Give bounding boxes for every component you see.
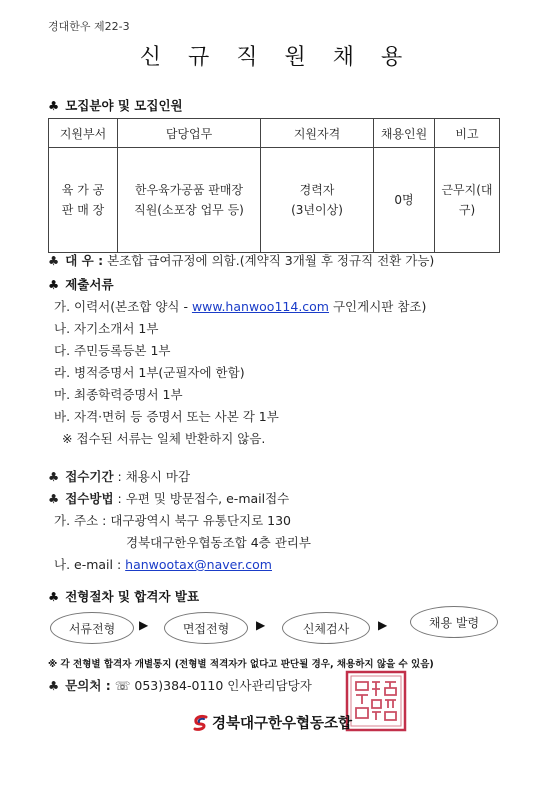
organization-signature [192,712,352,733]
address-line-1: 가. 주소 : 대구광역시 북구 유통단지로 130 [54,513,292,528]
period-text: : 채용시 마감 [117,469,191,484]
address-line-2: 경북대구한우협동조합 4층 관리부 [126,535,311,550]
flow-arrow-icon: ▶ [256,618,266,632]
document-notice: ※ 접수된 서류는 일체 반환하지 않음. [62,431,266,446]
table-row [49,148,500,253]
flow-step-appointment: 채용 발령 [410,606,498,638]
section-documents-label: 제출서류 [65,277,114,292]
cell-count: 0명 [374,148,435,253]
homepage-link[interactable]: www.hanwoo114.com [191,299,329,314]
document-item-ma: 마. 최종학력증명서 1부 [54,387,183,402]
phone-icon: ☏ [114,678,131,693]
page-title: 신 규 직 원 채 용 [139,45,413,70]
benefit-text: 본조합 급여규정에 의함.(계약직 3개월 후 정규직 전환 가능) [107,253,435,268]
email-line: 나. e-mail : hanwootax@naver.com [54,557,272,572]
application-period [48,467,190,485]
section-process-heading [48,587,199,605]
official-seal [345,670,407,732]
section-documents-heading [48,275,114,293]
email-link[interactable]: hanwootax@naver.com [125,557,272,572]
table-header-dept: 지원부서 [49,119,118,148]
flow-step-document-screening: 서류전형 [50,612,134,644]
cell-note: 근무지(대구) [435,148,500,253]
cell-dept: 육 가 공 판 매 장 [49,148,118,253]
table-header-note: 비고 [435,119,500,148]
contact-text: 053)384-0110 인사관리담당자 [134,678,312,693]
method-text: : 우편 및 방문접수, e-mail접수 [117,491,290,506]
benefit-key: 대 우 : [65,253,104,268]
club-icon: ♣ [48,277,60,292]
section-process-label: 전형절차 및 합격자 발표 [65,589,200,604]
document-item-ra: 라. 병적증명서 1부(군필자에 한함) [54,365,245,380]
club-icon: ♣ [48,678,60,693]
club-icon: ♣ [48,469,60,484]
flow-step-physical-exam: 신체검사 [282,612,370,644]
cooperative-logo-icon [192,714,210,732]
club-icon: ♣ [48,253,60,268]
flow-arrow-icon: ▶ [378,618,388,632]
benefit-line [48,251,434,269]
section-recruit-label: 모집분야 및 모집인원 [65,98,183,113]
table-header-qualification: 지원자격 [261,119,374,148]
organization-name: 경북대구한우협동조합 [212,716,353,732]
flow-arrow-icon: ▶ [139,618,149,632]
club-icon: ♣ [48,491,60,506]
document-number: 경대한우 제22-3 [48,20,130,33]
table-header-duty: 담당업무 [118,119,261,148]
contact-key: 문의처 : [65,678,111,693]
club-icon: ♣ [48,98,60,113]
method-key: 접수방법 [65,491,114,506]
flow-step-interview: 면접전형 [164,612,248,644]
document-item-da: 다. 주민등록등본 1부 [54,343,171,358]
footnote: ※ 각 전형별 합격자 개별통지 (전형별 적격자가 없다고 판단될 경우, 채용하지 않을 수 있음) [48,659,434,670]
club-icon: ♣ [48,589,60,604]
document-item-ba: 바. 자격·면허 등 증명서 또는 사본 각 1부 [54,409,279,424]
table-header-row [49,119,500,148]
contact-line [48,676,312,694]
period-key: 접수기간 [65,469,114,484]
document-item-na: 나. 자기소개서 1부 [54,321,159,336]
cell-duty: 한우육가공품 판매장 직원(소포장 업무 등) [118,148,261,253]
application-method [48,489,289,507]
cell-qualification: 경력자 (3년이상) [261,148,374,253]
section-recruit-heading [48,96,183,114]
document-item-ga: 가. 이력서(본조합 양식 - www.hanwoo114.com 구인게시판 참조) [54,299,427,314]
table-header-count: 채용인원 [374,119,435,148]
recruitment-table [48,118,500,253]
